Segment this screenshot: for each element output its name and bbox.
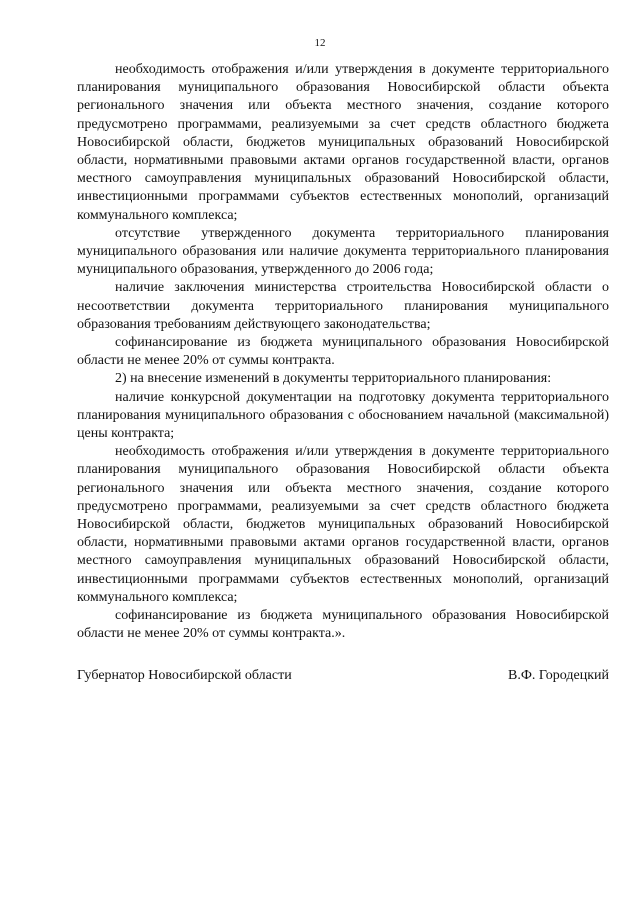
paragraph-absence-of-document: отсутствие утвержденного документа территориального планирования муниципального образования или наличие документа территориального планирования муниципального образования, утвержденного до 2006 года; bbox=[77, 225, 609, 278]
page-number: 12 bbox=[314, 37, 326, 49]
paragraph-necessity-display-2: необходимость отображения и/или утверждения в документе территориального планирования муниципального образования Новосибирской области объекта регионального значения или объекта местного значения, создание которого предусмотрено программами, реализуемыми за счет средств областного бюджета Новосибирской области, бюджетов муниципальных образований Новосибирской области, нормативными правовыми актами органов государственной власти, органов местного самоуправления муниципальных образований Новосибирской области, инвестиционными программами субъектов естественных монополий, организаций коммунального комплекса; bbox=[77, 444, 609, 605]
document-body bbox=[77, 61, 609, 644]
signatory-name: В.Ф. Городецкий bbox=[508, 668, 609, 683]
paragraph-tender-documentation: наличие конкурсной документации на подготовку документа территориального планирования муниципального образования с обоснованием начальной (максимальной) цены контракта; bbox=[77, 389, 609, 442]
paragraph-amendments-heading: 2) на внесение изменений в документы территориального планирования: bbox=[115, 371, 552, 387]
paragraph-cofinancing-1: софинансирование из бюджета муниципального образования Новосибирской области не менее 20% от суммы контракта. bbox=[77, 335, 609, 369]
paragraph-ministry-conclusion: наличие заключения министерства строительства Новосибирской области о несоответствии документа территориального планирования муниципального образования требованиям действующего законодательства; bbox=[77, 280, 609, 332]
paragraph-necessity-display-1: необходимость отображения и/или утверждения в документе территориального планирования муниципального образования Новосибирской области объекта регионального значения или объекта местного значения, создание которого предусмотрено программами, реализуемыми за счет средств областного бюджета Новосибирской области, бюджетов муниципальных образований Новосибирской области, нормативными правовыми актами органов государственной власти, органов местного самоуправления муниципальных образований Новосибирской области, инвестиционными программами субъектов естественных монополий, организаций коммунального комплекса; bbox=[77, 62, 609, 223]
signature-block bbox=[77, 667, 609, 685]
signatory-title: Губернатор Новосибирской области bbox=[77, 668, 292, 683]
paragraph-cofinancing-2: софинансирование из бюджета муниципального образования Новосибирской области не менее 20% от суммы контракта.». bbox=[77, 608, 609, 642]
